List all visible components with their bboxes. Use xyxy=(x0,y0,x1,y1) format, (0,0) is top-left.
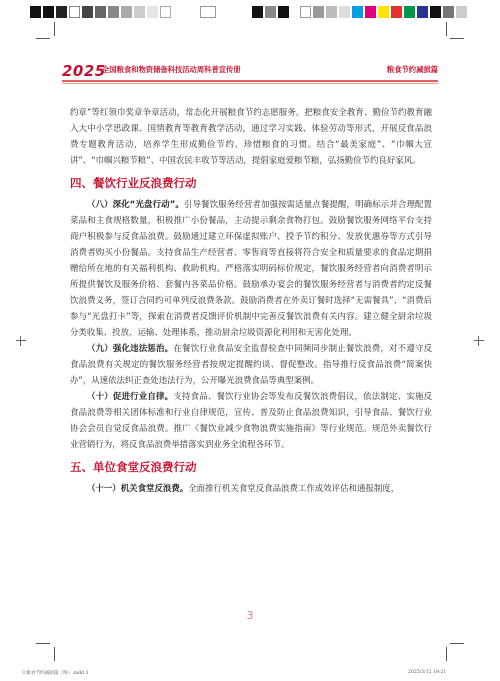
registration-block xyxy=(365,6,376,18)
registration-block xyxy=(300,6,311,18)
paragraph-10-text: 支持食品、餐饮行业协会等发布反餐饮浪费倡议，依法制定、实施反食品浪费等相关团体标准和行业自律规范，宣传、普及防止食品浪费知识，引导食品、餐饮行业协会会员自觉反食品浪费。推广《餐饮业减少食物浪费实施指南》等行业规范。规范外卖餐饮行业营销行为，将反食品浪费举措落实到业务全流程各环节。 xyxy=(70,391,433,449)
registration-block xyxy=(265,6,276,18)
paragraph-10 xyxy=(70,388,432,452)
paragraph-9 xyxy=(70,340,432,388)
registration-block xyxy=(56,6,67,18)
header-section-name: 粮食节约减损篇 xyxy=(386,65,438,74)
crop-mark xyxy=(450,38,464,39)
registration-block xyxy=(108,6,119,18)
running-header xyxy=(62,62,438,84)
registration-block xyxy=(43,6,54,18)
slug-timestamp: 2025/3/12 19:21 xyxy=(408,670,447,675)
registration-block xyxy=(278,6,289,18)
registration-block xyxy=(339,6,350,18)
crop-mark xyxy=(446,22,447,36)
registration-block xyxy=(456,6,467,18)
paragraph-11-lead: （十一）机关食堂反浪费。 xyxy=(87,483,189,493)
registration-crosshair xyxy=(474,336,484,346)
paragraph-9-text: 在餐饮行业食品安全监督检查中同频同步制止餐饮浪费，对不遵守反食品浪费有关规定的餐饮服务经营者按规定提醒约谈、督促整改。指导推行反食品浪费“简案快办”，从速依法纠正查处违法行为，公开曝光浪费食品等典型案例。 xyxy=(70,343,433,385)
header-title: 全国粮食和物资储备科技活动周科普宣传册 xyxy=(102,65,241,74)
registration-block xyxy=(326,6,337,18)
section-heading-5: 五、单位食堂反浪费行动 xyxy=(70,460,197,474)
paragraph-8-text: 引导餐饮服务经营者加强按需适量点餐提醒，明确标示并合理配置菜品和主食规格数量，积极推广小份餐品，主动提示剩余食物打包。鼓励餐饮服务网络平台支持商户积极参与反食品浪费。鼓励通过建立环保虚拟账户、授予节约积分、发放优惠券等方式引导消费者购买小份餐品。支持食品生产经营者、零售商等直接将符合安全和质量要求的食品定期捐赠给所在地的有关福利机构、救助机构。严格落实明码标价规定，餐饮服务经营者向消费者明示所提供餐饮及服务价格、套餐内各菜品价格。鼓励承办宴会的餐饮服务经营者与消费者约定反餐饮浪费义务，签订合同约可单列反浪费条款。鼓励消费者在外卖订餐时选择“无需餐具”、“消费后参与“光盘打卡”等，探索在消费者反馈评价机制中完善反餐饮浪费有关内容。建立健全厨余垃圾分类收集、投放、运输、处理体系，推动厨余垃圾资源化利用和无害化处理。 xyxy=(70,199,432,337)
paragraph-8 xyxy=(70,196,432,340)
registration-block xyxy=(443,6,454,18)
crop-mark xyxy=(450,643,464,644)
paragraph-8-lead: （八）深化“光盘行动”。 xyxy=(87,199,184,209)
registration-block xyxy=(69,6,80,18)
registration-block xyxy=(147,6,158,18)
registration-block xyxy=(378,6,389,18)
print-registration-bar xyxy=(0,6,500,18)
registration-block xyxy=(252,6,263,18)
header-rule xyxy=(62,80,438,82)
registration-block xyxy=(200,6,216,18)
registration-block xyxy=(417,6,428,18)
page-number: 3 xyxy=(246,609,254,622)
section-heading-4: 四、餐饮行业反浪费行动 xyxy=(70,176,197,190)
registration-block xyxy=(352,6,363,18)
paragraph-continuation: 约章”等红领巾奖章争章活动，常态化开展粮食节约志愿服务。把粮食安全教育、勤俭节约教育融入大中小学思政课、国情教育等教育教学活动，通过学习实践、体验劳动等形式，开展反食品浪费专题教育活动，培养学生形成勤俭节约、珍惜粮食的习惯。结合“最美家庭”、“巾帼大宣讲”、“巾帼兴粮节粮”、中国农民丰收节等活动，提倡家庭爱粮节粮，弘扬勤俭节约良好家风。 xyxy=(70,107,432,165)
header-year: 2025 xyxy=(62,62,106,80)
registration-block xyxy=(121,6,132,18)
crop-mark xyxy=(54,22,55,36)
page-body xyxy=(70,104,432,496)
registration-block xyxy=(82,6,93,18)
paragraph-10-lead: （十）促进行业自律。 xyxy=(87,391,174,401)
registration-block xyxy=(404,6,415,18)
slug-file-name: 3.粮食节约减损篇（终）.indd 3 xyxy=(22,671,89,676)
crop-mark xyxy=(36,38,50,39)
registration-block xyxy=(160,6,171,18)
registration-block xyxy=(134,6,145,18)
crop-mark xyxy=(54,647,55,661)
paragraph-11 xyxy=(70,480,432,496)
registration-crosshair xyxy=(16,336,26,346)
registration-block xyxy=(95,6,106,18)
header-rule-thin xyxy=(62,83,438,84)
registration-block xyxy=(30,6,41,18)
crop-mark xyxy=(446,647,447,661)
crop-mark xyxy=(36,643,50,644)
paragraph-11-text: 全面推行机关食堂反食品浪费工作成效评估和通报制度， xyxy=(188,483,400,493)
registration-block xyxy=(391,6,402,18)
registration-block xyxy=(313,6,324,18)
registration-block xyxy=(430,6,441,18)
paragraph-9-lead: （九）强化违法惩治。 xyxy=(87,343,174,353)
